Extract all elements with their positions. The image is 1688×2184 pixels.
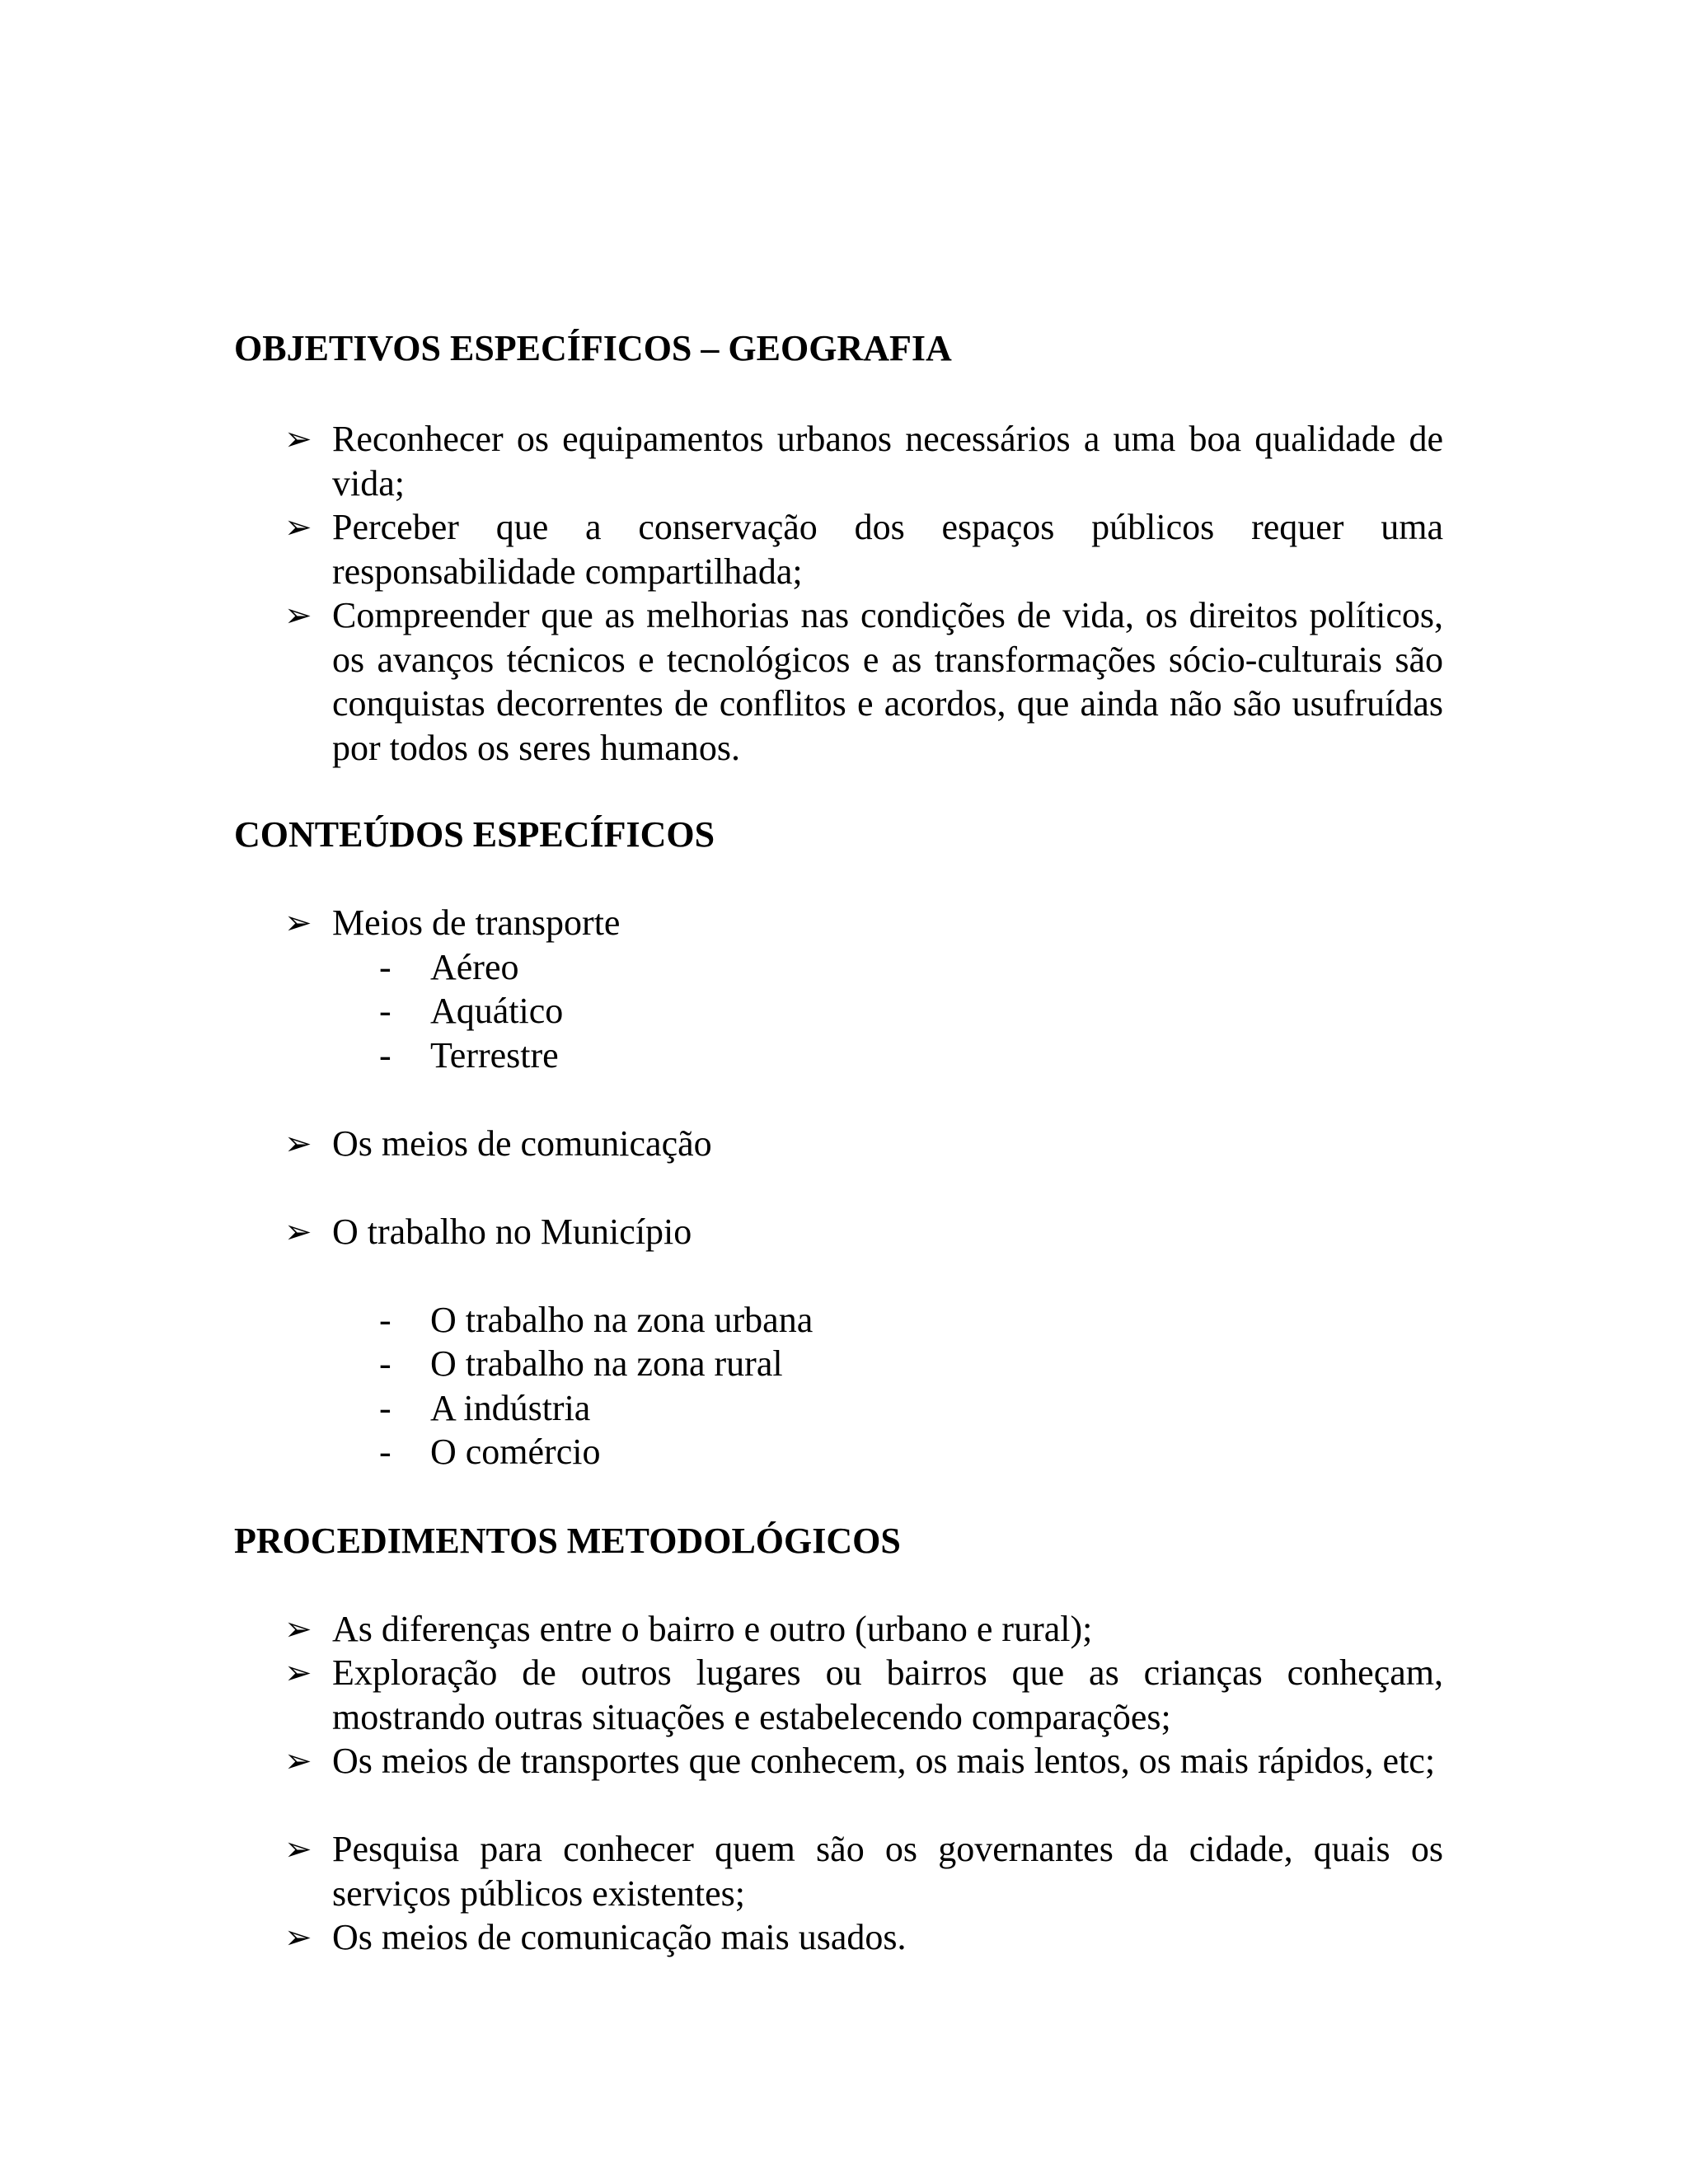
subitem-industria [379,1386,590,1431]
objetivo-item-2 [284,505,1443,593]
procedimento-item-4 [284,1827,1443,1915]
heading-conteudos: CONTEÚDOS ESPECÍFICOS [234,814,715,855]
procedimento-item-2 [284,1651,1443,1739]
conteudo-text-2: Os meios de comunicação [332,1123,712,1164]
arrow-bullet-icon: ➢ [284,1213,312,1250]
arrow-bullet-icon: ➢ [284,1742,312,1779]
procedimento-text-5: Os meios de comunicação mais usados. [332,1917,907,1957]
subitem-text: Aéreo [430,947,519,987]
subitem-text: Aquático [430,991,564,1031]
dash-marker: - [379,991,392,1031]
subitem-text: O comércio [430,1432,601,1472]
objetivo-text-2: Perceber que a conservação dos espaços públicos requer uma responsabilidade compartilhada; [332,507,1443,592]
procedimento-item-5 [284,1915,1443,1960]
subitem-comercio [379,1430,600,1474]
arrow-bullet-icon: ➢ [284,904,312,941]
objetivo-item-1 [284,417,1443,505]
objetivo-text-1: Reconhecer os equipamentos urbanos necessários a uma boa qualidade de vida; [332,419,1443,504]
arrow-bullet-icon: ➢ [284,1830,312,1868]
heading-procedimentos: PROCEDIMENTOS METODOLÓGICOS [234,1521,901,1561]
conteudo-text-3: O trabalho no Município [332,1212,692,1252]
subitem-zona-urbana [379,1298,813,1343]
arrow-bullet-icon: ➢ [284,1125,312,1162]
conteudo-text-1: Meios de transporte [332,902,621,943]
procedimento-text-4: Pesquisa para conhecer quem são os governantes da cidade, quais os serviços públicos existentes; [332,1829,1443,1914]
subitem-aquatico [379,989,563,1033]
dash-marker: - [379,1388,392,1428]
procedimento-item-3 [284,1739,1443,1783]
heading-objetivos: OBJETIVOS ESPECÍFICOS – GEOGRAFIA [234,328,952,368]
arrow-bullet-icon: ➢ [284,1654,312,1691]
dash-marker: - [379,947,392,987]
subitem-text: O trabalho na zona rural [430,1343,783,1384]
conteudo-item-3 [284,1210,1443,1254]
arrow-bullet-icon: ➢ [284,420,312,457]
procedimento-text-1: As diferenças entre o bairro e outro (urbano e rural); [332,1609,1093,1649]
dash-marker: - [379,1343,392,1384]
arrow-bullet-icon: ➢ [284,597,312,634]
dash-marker: - [379,1432,392,1472]
arrow-bullet-icon: ➢ [284,1919,312,1956]
objetivo-text-3: Compreender que as melhorias nas condições de vida, os direitos políticos, os avanços técnicos e tecnológicos e as transformações sócio-culturais são conquistas decorrentes de conflitos e acordos, que ainda não são usufruídas por todos os seres humanos. [332,595,1443,768]
subitem-zona-rural [379,1342,783,1386]
dash-marker: - [379,1035,392,1076]
subitem-text: O trabalho na zona urbana [430,1300,814,1340]
subitem-text: Terrestre [430,1035,559,1076]
arrow-bullet-icon: ➢ [284,509,312,546]
dash-marker: - [379,1300,392,1340]
objetivo-item-3 [284,593,1443,770]
procedimento-text-2: Exploração de outros lugares ou bairros que as crianças conheçam, mostrando outras situações e estabelecendo comparações; [332,1652,1443,1737]
subitem-terrestre [379,1033,559,1078]
subitem-aereo [379,945,519,990]
conteudo-item-1 [284,901,1443,945]
procedimento-text-3: Os meios de transportes que conhecem, os mais lentos, os mais rápidos, etc; [332,1741,1436,1781]
procedimento-item-1 [284,1607,1443,1652]
conteudo-item-2 [284,1122,1443,1166]
arrow-bullet-icon: ➢ [284,1610,312,1647]
subitem-text: A indústria [430,1388,591,1428]
